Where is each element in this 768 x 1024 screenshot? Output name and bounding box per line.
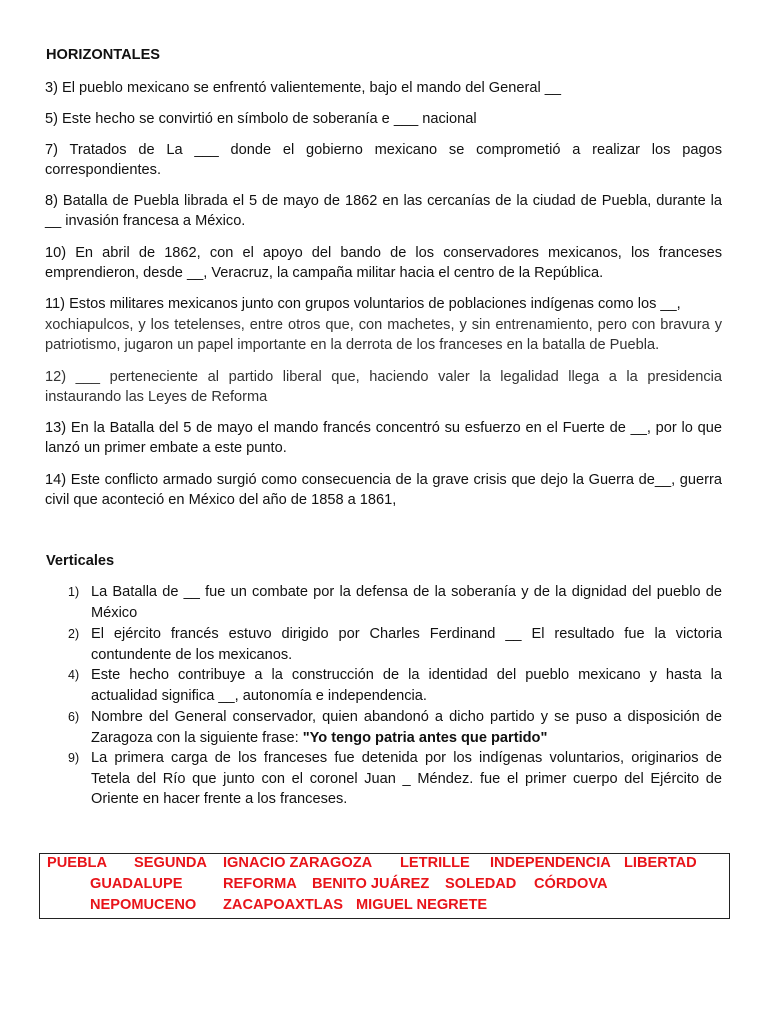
clue-h7: 7) Tratados de La ___ donde el gobierno mexicano se comprometió a realizar los pagos correspondientes. bbox=[45, 142, 722, 178]
clue-number: 4) bbox=[68, 668, 80, 682]
word-bank-item: SEGUNDA bbox=[134, 855, 207, 871]
clue-h3: 3) El pueblo mexicano se enfrentó valientemente, bajo el mando del General __ bbox=[45, 80, 561, 96]
clue-h14: 14) Este conflicto armado surgió como consecuencia de la grave crisis que dejo la Guerra de__, guerra civil que aconteció en México del año de 1858 a 1861, bbox=[45, 472, 722, 508]
word-bank-item: LIBERTAD bbox=[624, 855, 697, 871]
word-bank-item: INDEPENDENCIA bbox=[490, 855, 611, 871]
quote-text: "Yo tengo patria antes que partido" bbox=[302, 729, 548, 746]
word-bank-item: IGNACIO ZARAGOZA bbox=[223, 855, 373, 871]
word-bank-item: LETRILLE bbox=[400, 855, 470, 871]
clue-text: La Batalla de __ fue un combate por la defensa de la soberanía y de la dignidad del pueblo de México bbox=[91, 584, 722, 621]
clue-h10: 10) En abril de 1862, con el apoyo del bando de los conservadores mexicanos, los franceses emprendieron, desde __, Veracruz, la campaña militar hacia el centro de la República. bbox=[45, 245, 722, 281]
clue-text: Este hecho contribuye a la construcción de la identidad del pueblo mexicano y hasta la actualidad significa __, autonomía e independencia. bbox=[91, 667, 722, 704]
clue-h12: 12) ___ perteneciente al partido liberal que, haciendo valer la legalidad llega a la presidencia instaurando las Leyes de Reforma bbox=[45, 369, 722, 405]
clue-h11: 11) Estos militares mexicanos junto con grupos voluntarios de poblaciones indígenas como los __, bbox=[45, 296, 681, 312]
clue-h8: 8) Batalla de Puebla librada el 5 de mayo de 1862 en las cercanías de la ciudad de Puebla, durante la __ invasión francesa a México. bbox=[45, 193, 722, 229]
word-bank-item: CÓRDOVA bbox=[534, 876, 608, 892]
verticales-heading: Verticales bbox=[46, 553, 115, 569]
horizontales-heading: HORIZONTALES bbox=[46, 47, 161, 63]
clue-number: 9) bbox=[68, 751, 80, 765]
clue-text-body: Nombre del General conservador, quien abandonó a dicho partido y se puso a disposición de Zaragoza con la siguiente frase: bbox=[91, 709, 722, 746]
clue-h13: 13) En la Batalla del 5 de mayo el mando francés concentró su esfuerzo en el Fuerte de __, por lo que lanzó un primer embate a este punto. bbox=[45, 420, 722, 456]
clue-number: 1) bbox=[68, 585, 80, 599]
clue-text bbox=[91, 707, 722, 748]
word-bank-item: BENITO JUÁREZ bbox=[312, 876, 430, 892]
word-bank-item: NEPOMUCENO bbox=[90, 897, 197, 913]
clue-number: 2) bbox=[68, 627, 80, 641]
word-bank-item: REFORMA bbox=[223, 876, 297, 892]
word-bank-item: PUEBLA bbox=[47, 855, 107, 871]
word-bank-box bbox=[39, 853, 730, 919]
word-bank-item: ZACAPOAXTLAS bbox=[223, 897, 343, 913]
word-bank-item: MIGUEL NEGRETE bbox=[356, 897, 488, 913]
clue-text: La primera carga de los franceses fue detenida por los indígenas voluntarios, originarios de Tetela del Río que junto con el coronel Juan _ Méndez. fue el primer cuerpo del Ejército de Oriente en hacer frente a los franceses. bbox=[91, 750, 722, 807]
word-bank-item: SOLEDAD bbox=[445, 876, 517, 892]
clue-number: 6) bbox=[68, 710, 80, 724]
word-bank-item: GUADALUPE bbox=[90, 876, 183, 892]
clue-h11-continued: xochiapulcos, y los tetelenses, entre otros que, con machetes, y sin entrenamiento, pero con bravura y patriotismo, jugaron un papel importante en la derrota de los franceses en la batalla de Puebla. bbox=[45, 317, 722, 353]
clue-text: El ejército francés estuvo dirigido por Charles Ferdinand __ El resultado fue la victoria contundente de los mexicanos. bbox=[91, 626, 722, 663]
clue-h5: 5) Este hecho se convirtió en símbolo de soberanía e ___ nacional bbox=[45, 111, 477, 127]
